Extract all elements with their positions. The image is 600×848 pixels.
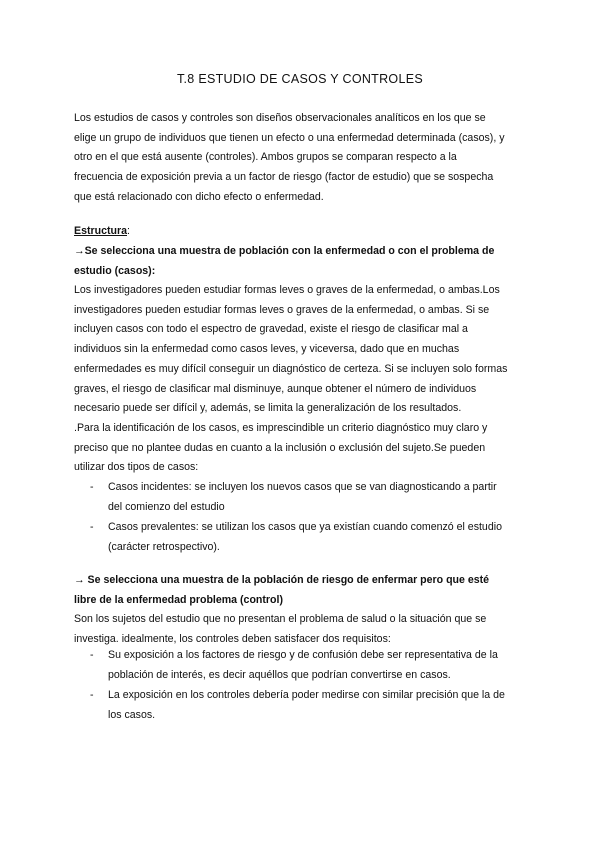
document-title: T.8 ESTUDIO DE CASOS Y CONTROLES <box>176 72 423 86</box>
dash-bullet: - <box>90 481 94 493</box>
text-line: Los investigadores pueden estudiar formas leves o graves de la enfermedad, o ambas.Los <box>74 284 500 296</box>
text-line: investigadores pueden estudiar formas leves o graves de la enfermedad, o ambas. Si se <box>74 303 490 316</box>
text-line: graves, el riesgo de clasificar mal disminuye, aunque obtener el número de individuos <box>74 382 477 395</box>
heading-line: → Se selecciona una muestra de la población de riesgo de enfermar pero que esté <box>74 574 490 586</box>
estructura-colon: : <box>126 225 130 237</box>
text-line: Los estudios de casos y controles son diseños observacionales analíticos en los que se <box>74 112 486 124</box>
text-line: preciso que no plantee dudas en cuanto a la inclusión o exclusión del sujeto.Se pueden <box>74 441 486 454</box>
bullet-line: Casos prevalentes: se utilizan los casos que ya existían cuando comenzó el estudio <box>108 521 502 533</box>
text-line: incluyen casos con todo el espectro de gravedad, existe el riesgo de clasificar mal a <box>74 323 468 336</box>
text-line: frecuencia de exposición previa a un factor de riesgo (factor de estudio) que se sospecha <box>74 171 494 184</box>
bullet-line: los casos. <box>108 708 156 721</box>
intro-paragraph <box>74 109 534 208</box>
text-line: .Para la identificación de los casos, es imprescindible un criterio diagnóstico muy claro y <box>74 421 488 434</box>
estructura-heading <box>74 222 534 242</box>
section2-body <box>74 610 534 649</box>
heading-line: estudio (casos): <box>74 264 156 277</box>
bullet-line: (carácter retrospectivo). <box>108 540 220 553</box>
bullet-line: del comienzo del estudio <box>108 500 225 513</box>
bullet-line: La exposición en los controles debería poder medirse con similar precisión que la de <box>108 689 505 701</box>
text-line: otro en el que está ausente (controles). Ambos grupos se comparan respecto a la <box>74 151 457 164</box>
text-line: que está relacionado con dicho efecto o enfermedad. <box>74 190 324 203</box>
text-line: individuos sin la enfermedad como casos leves, y viceversa, dado que en muchas <box>74 343 460 356</box>
text-line: necesario puede ser difícil y, además, se limita la generalización de los resultados. <box>74 402 462 415</box>
bullet-line: población de interés, es decir aquéllos que podrían convertirse en casos. <box>108 668 451 681</box>
dash-bullet: - <box>90 649 94 661</box>
text-line: utilizar dos tipos de casos: <box>74 461 199 474</box>
dash-bullet: - <box>90 689 94 701</box>
section1-body <box>74 281 534 478</box>
section2-heading <box>74 571 534 610</box>
bullet-line: Su exposición a los factores de riesgo y de confusión debe ser representativa de la <box>108 649 498 661</box>
estructura-label: Estructura <box>74 225 127 237</box>
text-line: Son los sujetos del estudio que no presentan el problema de salud o la situación que se <box>74 613 487 625</box>
text-line: investiga. idealmente, los controles deben satisfacer dos requisitos: <box>74 632 391 645</box>
heading-line: libre de la enfermedad problema (control) <box>74 593 283 606</box>
bullet-line: Casos incidentes: se incluyen los nuevos casos que se van diagnosticando a partir <box>108 481 497 493</box>
text-line: elige un grupo de individuos que tienen un efecto o una enfermedad determinada (casos), y <box>74 131 505 144</box>
text-line: enfermedades es muy difícil conseguir un diagnóstico de certeza. Si se incluyen solo formas <box>74 362 508 375</box>
heading-line: →Se selecciona una muestra de población con la enfermedad o con el problema de <box>74 245 495 257</box>
dash-bullet: - <box>90 521 94 533</box>
section1-heading <box>74 242 534 281</box>
